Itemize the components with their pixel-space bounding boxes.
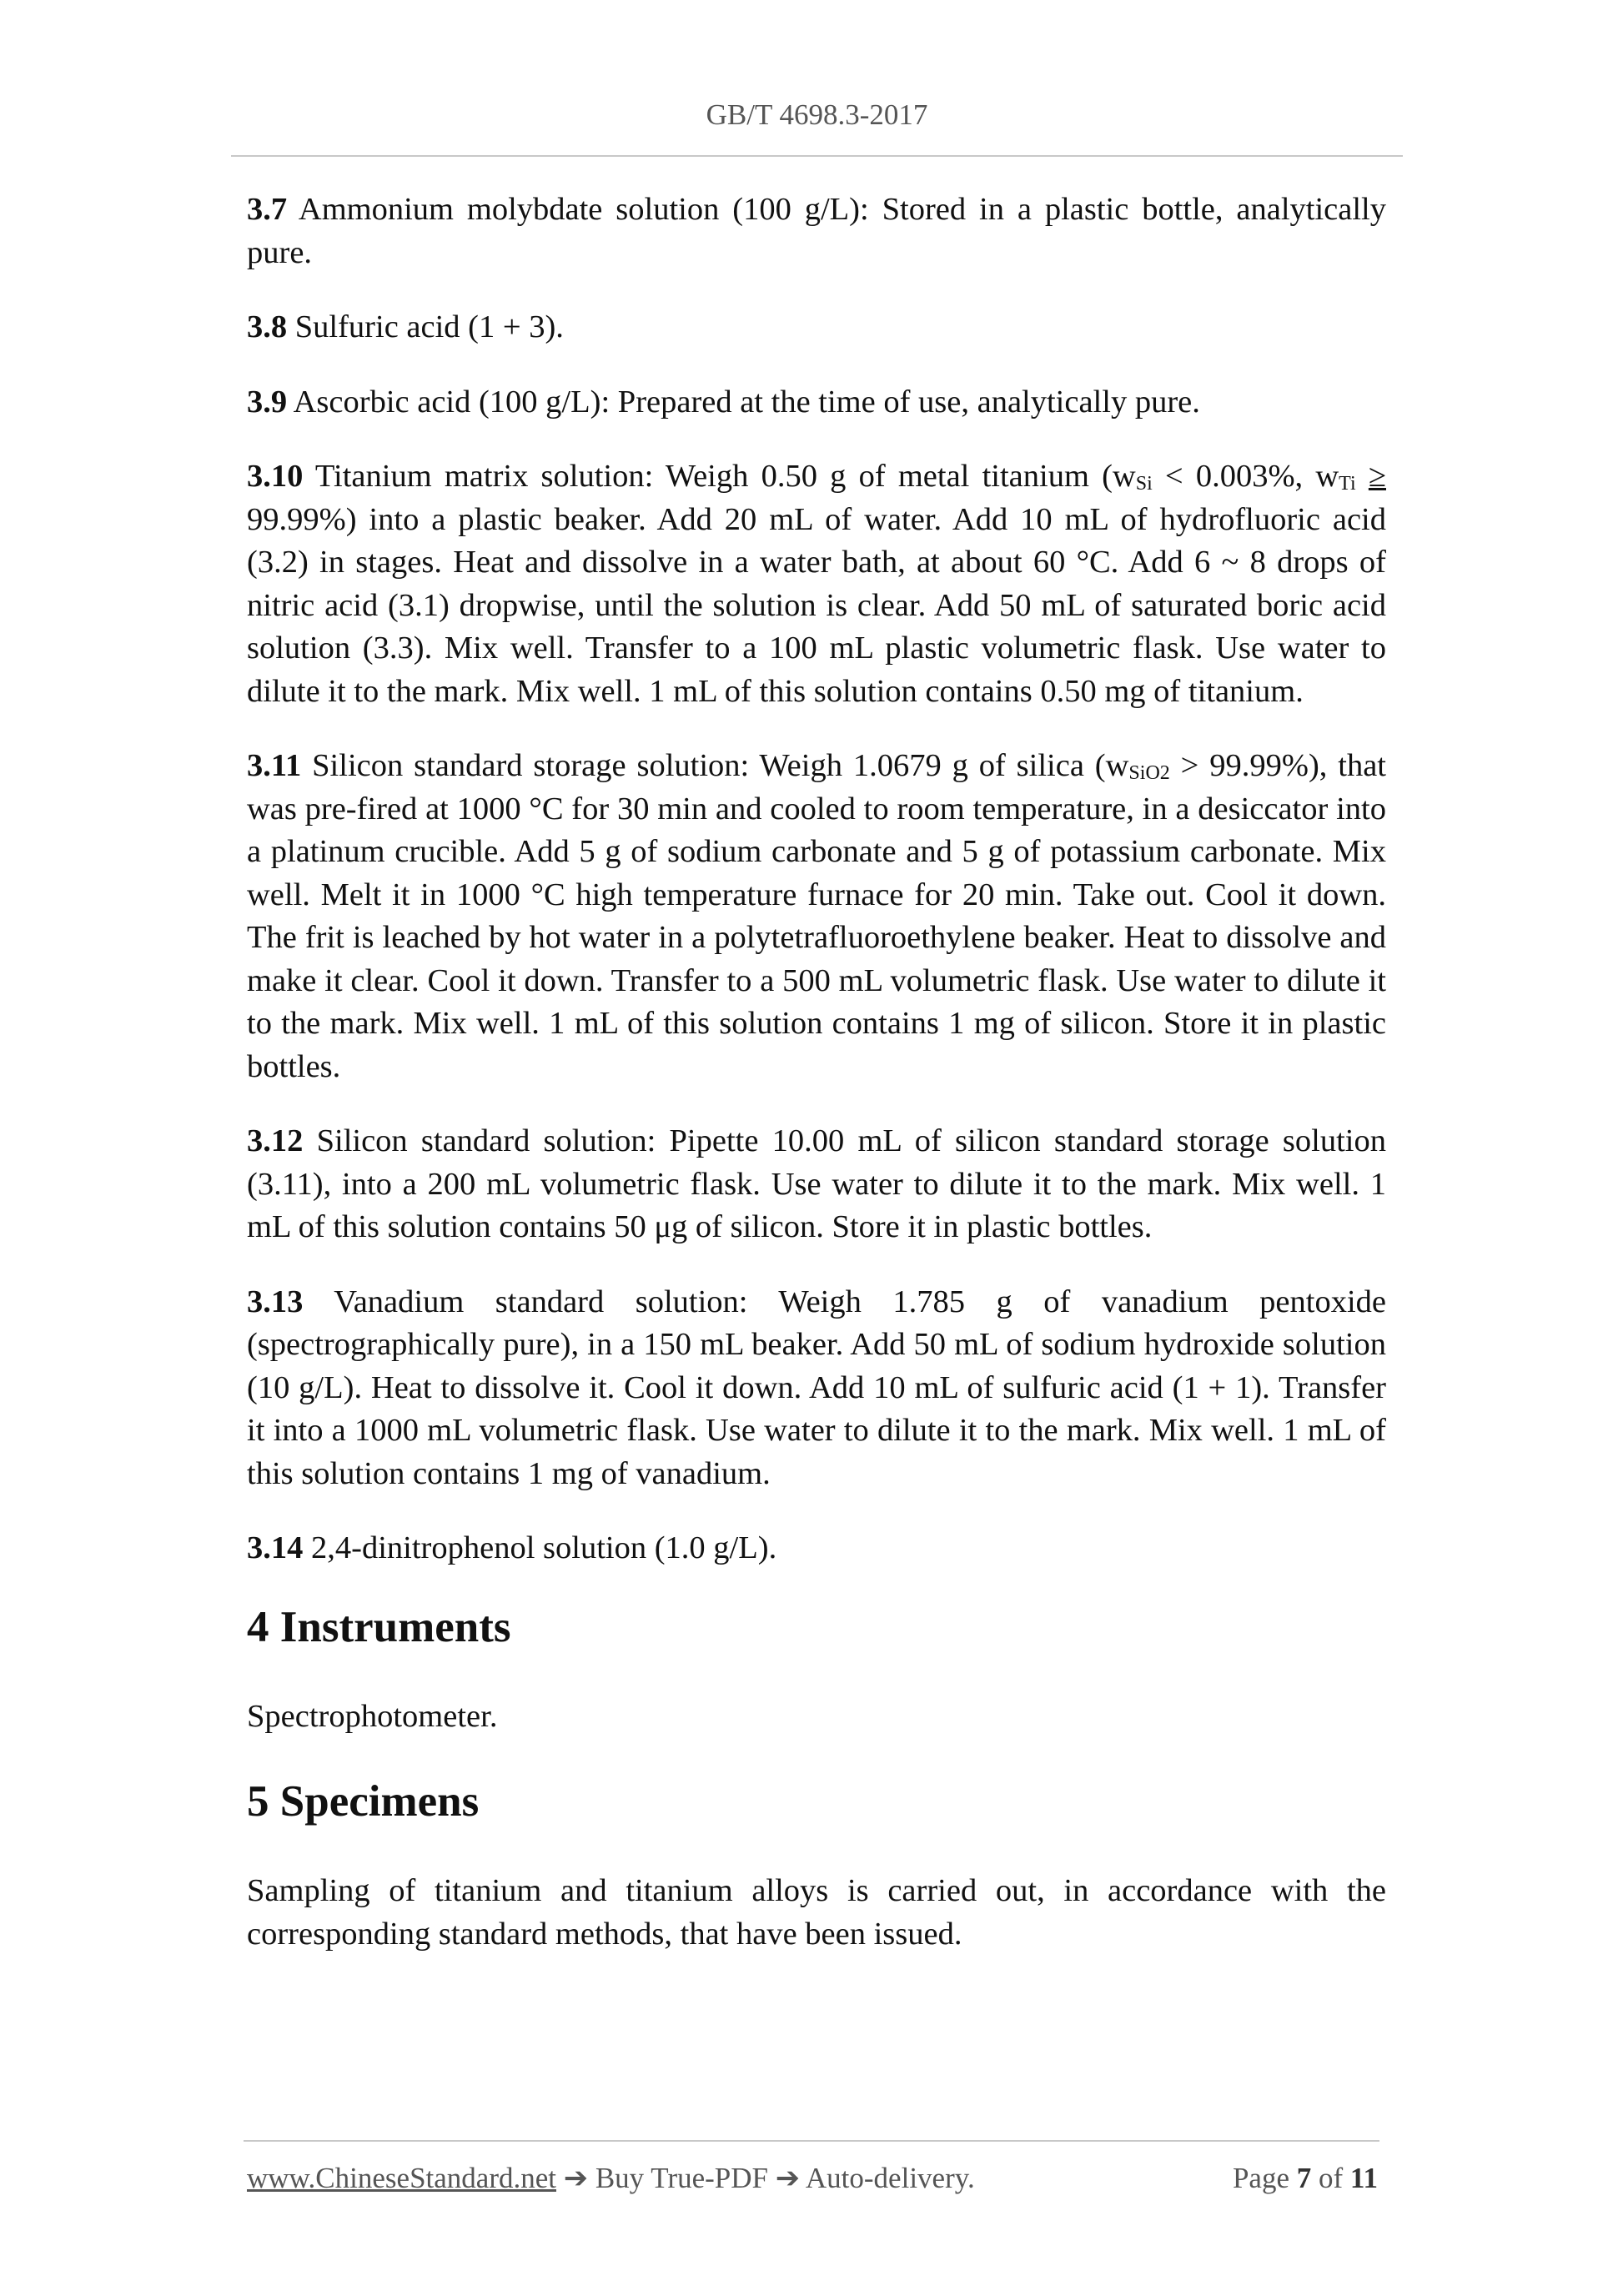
clause-number: 3.7 xyxy=(247,192,288,227)
section-heading-instruments: 4 Instruments xyxy=(247,1602,511,1651)
clause-text: 2,4-dinitrophenol solution (1.0 g/L). xyxy=(303,1530,777,1565)
page-content xyxy=(247,188,1386,1987)
section-heading-specimens: 5 Specimens xyxy=(247,1777,480,1826)
clause-3-12 xyxy=(247,1120,1386,1249)
clause-text: Ammonium molybdate solution (100 g/L): Stored in a plastic bottle, analytically pure. xyxy=(247,192,1386,270)
total-pages: 11 xyxy=(1349,2162,1378,2194)
clause-number: 3.9 xyxy=(247,384,288,420)
auto-delivery-text: Auto-delivery. xyxy=(805,2162,975,2194)
subscript-ti: Ti xyxy=(1339,473,1356,495)
clause-text: Silicon standard storage solution: Weigh 1.0679 g of silica (w xyxy=(301,748,1129,783)
subscript-si: Si xyxy=(1135,473,1153,495)
clause-number: 3.11 xyxy=(247,748,302,783)
section-body-instruments: Spectrophotometer. xyxy=(247,1698,498,1734)
clause-text: Sulfuric acid (1 + 3). xyxy=(287,309,564,344)
clause-3-7 xyxy=(247,188,1386,274)
clause-3-13 xyxy=(247,1281,1386,1496)
clause-number: 3.8 xyxy=(247,309,288,344)
arrow-right-icon: ➔ xyxy=(563,2162,589,2194)
clause-number: 3.10 xyxy=(247,459,304,494)
page-header: GB/T 4698.3-2017 xyxy=(706,98,928,131)
page-label: Page xyxy=(1232,2162,1290,2194)
clause-text: Vanadium standard solution: Weigh 1.785 g of vanadium pentoxide (spectrographically pure), in a 150 mL beaker. Add 50 mL of sodium hydroxide solution (10 g/L). Heat to dissolve it. Cool it down. Add 10 mL of sulfuric acid (1 + 1). Transfer it into a 1000 mL volumetric flask. Use water to dilute it to the mark. Mix well. 1 mL of this solution contains 1 mg of vanadium. xyxy=(247,1284,1386,1491)
header-divider xyxy=(231,155,1403,157)
clause-text: Ascorbic acid (100 g/L): Prepared at the time of use, analytically pure. xyxy=(287,384,1200,420)
clause-number: 3.12 xyxy=(247,1123,304,1158)
subscript-sio2: SiO2 xyxy=(1128,762,1170,784)
clause-3-9 xyxy=(247,381,1386,425)
clause-number: 3.14 xyxy=(247,1530,304,1565)
section-body-specimens: Sampling of titanium and titanium alloys is carried out, in accordance with the corresponding standard methods, that have been issued. xyxy=(247,1873,1386,1952)
footer-promo xyxy=(247,2162,975,2195)
clause-3-14 xyxy=(247,1527,1386,1570)
clause-3-11 xyxy=(247,745,1386,1088)
website-link[interactable]: www.ChineseStandard.net xyxy=(247,2162,556,2194)
clause-text: Titanium matrix solution: Weigh 0.50 g of metal titanium (w xyxy=(303,459,1136,494)
of-label: of xyxy=(1319,2162,1344,2194)
arrow-right-icon: ➔ xyxy=(775,2162,801,2194)
current-page: 7 xyxy=(1296,2162,1312,2194)
clause-text: Silicon standard solution: Pipette 10.00 mL of silicon standard storage solution (3.11), into a 200 mL volumetric flask. Use water to dilute it to the mark. Mix well. 1 mL of this solution contains 50 μg of silicon. Store it in plastic bottles. xyxy=(247,1123,1386,1244)
page-number xyxy=(1233,2162,1378,2195)
footer-divider xyxy=(244,2140,1379,2142)
clause-text: < 0.003%, w xyxy=(1152,459,1339,494)
clause-text: 99.99%) into a plastic beaker. Add 20 mL of water. Add 10 mL of hydrofluoric acid (3.2) in stages. Heat and dissolve in a water bath, at about 60 °C. Add 6 ~ 8 drops of nitric acid (3.1) dropwise, until the solution is clear. Add 50 mL of saturated boric acid solution (3.3). Mix well. Transfer to a 100 mL plastic volumetric flask. Use water to dilute it to the mark. Mix well. 1 mL of this solution contains 0.50 mg of titanium. xyxy=(247,501,1386,709)
clause-3-10 xyxy=(247,455,1386,713)
clause-3-8 xyxy=(247,306,1386,349)
buy-pdf-text: Buy True-PDF xyxy=(595,2162,768,2194)
clause-text: > 99.99%), that was pre-fired at 1000 °C for 30 min and cooled to room temperature, in a desiccator into a platinum crucible. Add 5 g of sodium carbonate and 5 g of potassium carbonate. Mix well. Melt it in 1000 °C high temperature furnace for 20 min. Take out. Cool it down. The frit is leached by hot water in a polytetrafluoroethylene beaker. Heat to dissolve and make it clear. Cool it down. Transfer to a 500 mL volumetric flask. Use water to dilute it to the mark. Mix well. 1 mL of this solution contains 1 mg of silicon. Store it in plastic bottles. xyxy=(247,748,1386,1084)
page-footer xyxy=(247,2162,1378,2195)
greater-equal-symbol: ≥ xyxy=(1368,459,1386,494)
clause-number: 3.13 xyxy=(247,1284,304,1319)
